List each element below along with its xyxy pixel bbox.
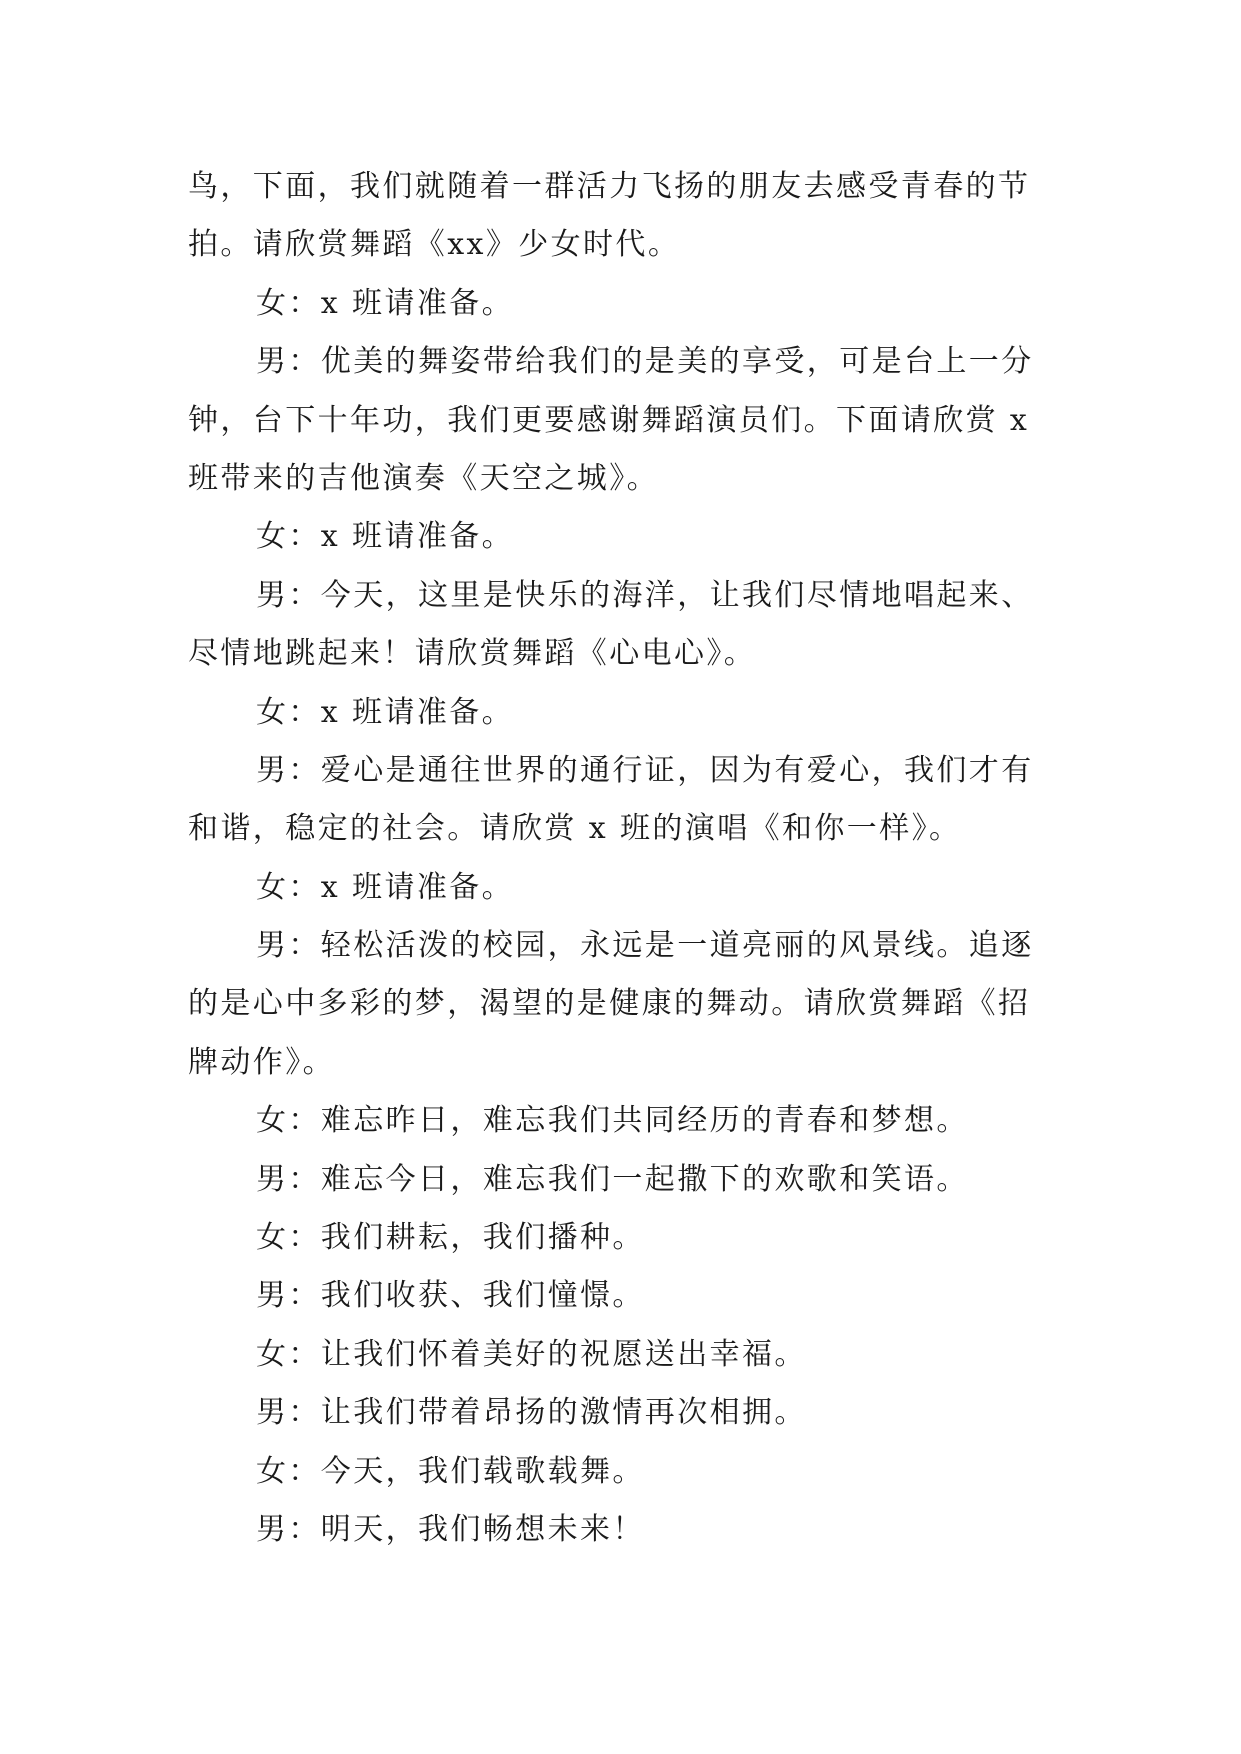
text-line: 女：x 班请准备。 — [256, 869, 515, 905]
text-line: 男：轻松活泼的校园，永远是一道亮丽的风景线。追逐 — [256, 928, 1034, 964]
text-line: 女：我们耕耘，我们播种。 — [256, 1220, 645, 1256]
text-line: 尽情地跳起来！请欣赏舞蹈《心电心》。 — [188, 636, 757, 672]
text-line: 女：难忘昨日，难忘我们共同经历的青春和梦想。 — [256, 1103, 969, 1139]
text-line: 鸟，下面，我们就随着一群活力飞扬的朋友去感受青春的节 — [188, 169, 1031, 204]
document-body — [188, 158, 1058, 1559]
text-line: 女：x 班请准备。 — [256, 694, 515, 730]
text-line: 班带来的吉他演奏《天空之城》。 — [188, 460, 659, 496]
text-line: 女：让我们怀着美好的祝愿送出幸福。 — [256, 1336, 807, 1372]
text-line: 钟，台下十年功，我们更要感谢舞蹈演员们。下面请欣赏 x — [188, 402, 1030, 438]
text-line: 和谐，稳定的社会。请欣赏 x 班的演唱《和你一样》。 — [188, 811, 962, 847]
text-line: 的是心中多彩的梦，渴望的是健康的舞动。请欣赏舞蹈《招 — [188, 986, 1031, 1022]
text-line: 女：x 班请准备。 — [256, 519, 515, 555]
text-line: 男：爱心是通往世界的通行证，因为有爱心，我们才有 — [256, 752, 1034, 788]
text-line: 男：让我们带着昂扬的激情再次相拥。 — [256, 1395, 807, 1431]
text-line: 男：优美的舞姿带给我们的是美的享受，可是台上一分 — [256, 344, 1034, 380]
text-line: 牌动作》。 — [188, 1044, 335, 1080]
text-line: 男：难忘今日，难忘我们一起撒下的欢歌和笑语。 — [256, 1161, 969, 1197]
text-line: 女：x 班请准备。 — [256, 285, 515, 321]
text-line: 女：今天，我们载歌载舞。 — [256, 1453, 645, 1489]
text-line: 男：我们收获、我们憧憬。 — [256, 1278, 645, 1314]
text-line: 男：明天，我们畅想未来！ — [256, 1511, 645, 1547]
text-line: 男：今天，这里是快乐的海洋，让我们尽情地唱起来、 — [256, 577, 1034, 613]
text-line: 拍。请欣赏舞蹈《xx》少女时代。 — [188, 227, 681, 263]
